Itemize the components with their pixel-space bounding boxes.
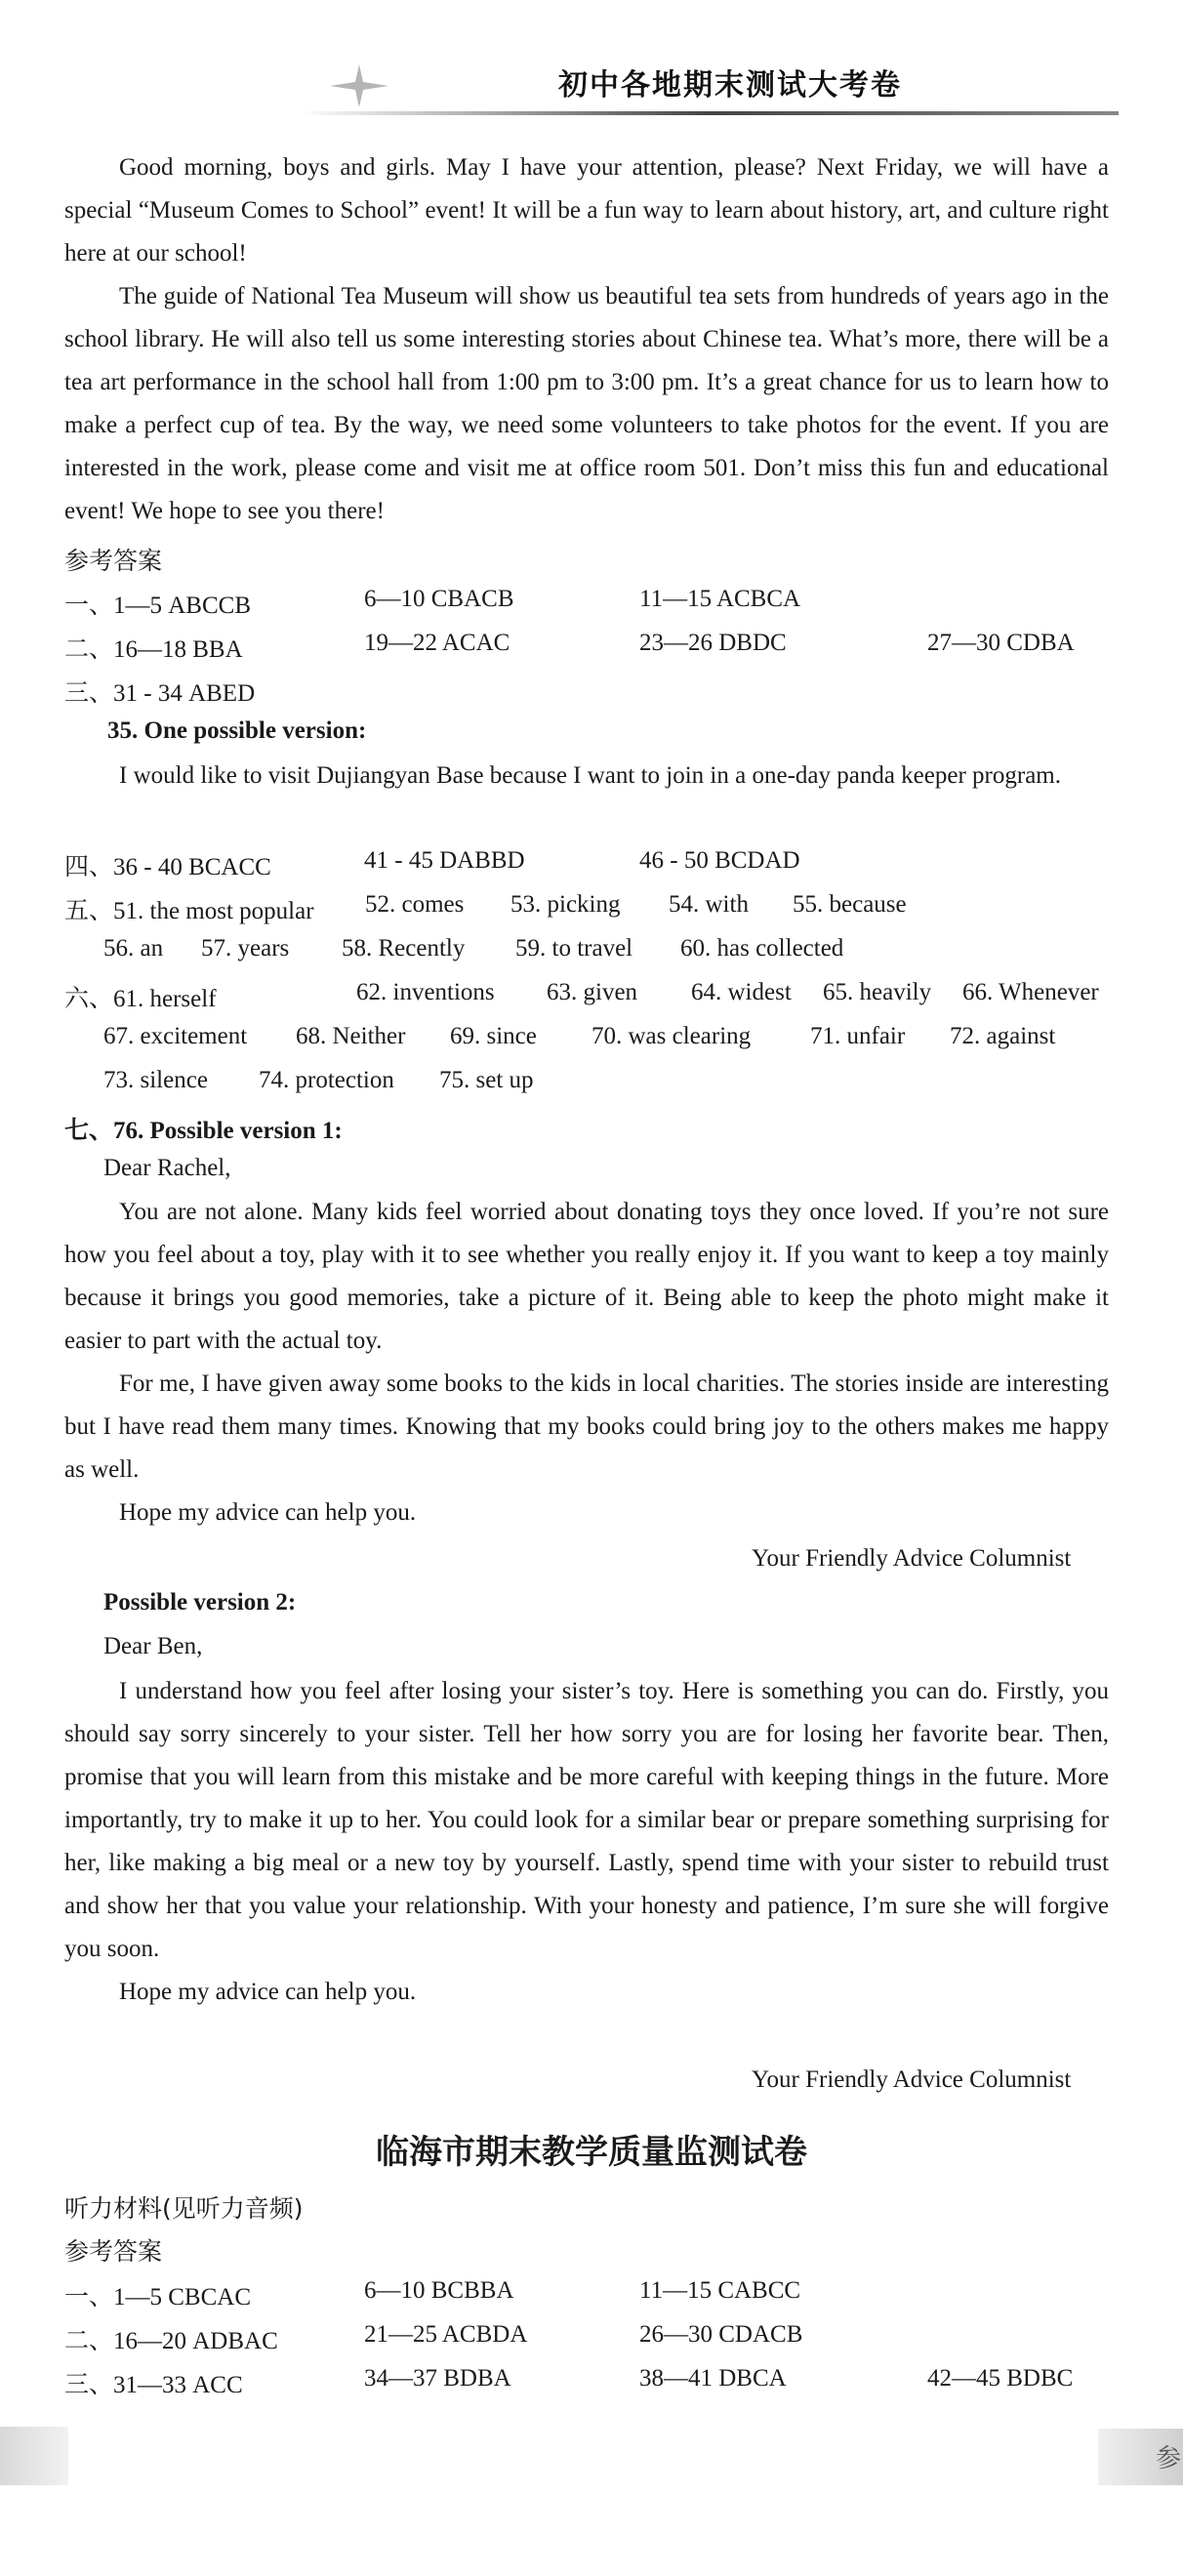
- letter-paragraph: Hope my advice can help you.: [119, 1499, 417, 1526]
- answer-group: 27—30 CDBA: [927, 630, 1075, 656]
- answer-item: 58. Recently: [342, 935, 466, 961]
- passage-paragraph: Good morning, boys and girls. May I have your attention, please? Next Friday, we will have a special “Museum Comes to School” event! It will be a fun way to learn about history, art, and culture right here at our school!: [64, 154, 1109, 266]
- answer-item: 53. picking: [510, 891, 621, 918]
- answer-group: 三、31—33 ACC: [64, 2372, 243, 2398]
- answer-item: 62. inventions: [356, 979, 495, 1005]
- answer-group: 46 - 50 BCDAD: [639, 847, 800, 874]
- answer-group: 38—41 DBCA: [639, 2365, 787, 2392]
- answer-group: 二、16—20 ADBAC: [64, 2328, 278, 2354]
- answers-label-2: 参考答案: [64, 2237, 163, 2266]
- answer-group: 一、1—5 ABCCB: [64, 593, 252, 619]
- answer-item: 75. set up: [439, 1067, 534, 1093]
- version-2-body: [64, 1670, 1109, 2014]
- q35-text: I would like to visit Dujiangyan Base because I want to join in a one-day panda keeper program.: [119, 762, 1061, 789]
- answer-item: 59. to travel: [515, 935, 633, 961]
- answer-item: 六、61. herself: [64, 986, 217, 1012]
- letter-paragraph: You are not alone. Many kids feel worried about donating toys they once loved. If you’re not sure how you feel about a toy, play with it to see whether you really enjoy it. If you want to keep a toy mainly because it brings you good memories, take a picture of it. Being able to keep the photo might make it easier to part with the actual toy.: [64, 1199, 1109, 1354]
- answers-label: 参考答案: [64, 547, 163, 575]
- section-title: 临海市期末教学质量监测试卷: [376, 2133, 807, 2172]
- answer-item: 70. was clearing: [592, 1023, 752, 1049]
- answer-group: 26—30 CDACB: [639, 2321, 803, 2348]
- page-corner-right: [1098, 2429, 1183, 2485]
- letter-paragraph: I understand how you feel after losing your sister’s toy. Here is something you can do. Firstly, you should say sorry sincerely to your sister. Tell her how sorry you are for losing her favorite bear. Then, promise that you will learn from this mistake and be more careful with keeping things in the future. More importantly, try to make it up to her. You could look for a similar bear or prepare something surprising for her, like making a big meal or a new toy by yourself. Lastly, spend time with your sister to rebuild trust and show her that you value your relationship. With your honesty and patience, I’m sure she will forgive you soon.: [64, 1678, 1109, 1962]
- answer-item: 73. silence: [103, 1067, 208, 1093]
- answer-group: 21—25 ACBDA: [364, 2321, 528, 2348]
- answer-item: 72. against: [950, 1023, 1056, 1049]
- answer-group: 11—15 CABCC: [639, 2277, 801, 2304]
- answer-item: 67. excitement: [103, 1023, 248, 1049]
- passage-paragraph: The guide of National Tea Museum will show us beautiful tea sets from hundreds of years ago in the school library. He will also tell us some interesting stories about Chinese tea. What’s more, there will be a tea art performance in the school hall from 1:00 pm to 3:00 pm. It’s a great chance for us to learn how to make a perfect cup of tea. By the way, we need some volunteers to take photos for the event. If you are interested in the work, please come and visit me at office room 501. Don’t miss this fun and educational event! We hope to see you there!: [64, 283, 1109, 524]
- answer-group: 19—22 ACAC: [364, 630, 510, 656]
- answer-item: 71. unfair: [810, 1023, 906, 1049]
- header-rule: [299, 109, 1119, 117]
- page-header: [0, 0, 1183, 127]
- answer-group: 42—45 BDBC: [927, 2365, 1074, 2392]
- answer-item: 54. with: [669, 891, 749, 918]
- answer-item: 63. given: [547, 979, 638, 1005]
- answer-row-3: 三、31 - 34 ABED: [64, 680, 256, 707]
- corner-text: 参: [1155, 2444, 1181, 2474]
- listening-passage: [64, 146, 1109, 533]
- star-ornament-icon: [330, 64, 388, 107]
- answer-item: 74. protection: [259, 1067, 394, 1093]
- answer-group: 41 - 45 DABBD: [364, 847, 525, 874]
- answer-group: 11—15 ACBCA: [639, 586, 801, 612]
- version-1-label: 七、76. Possible version 1:: [64, 1118, 343, 1144]
- version-1-greeting: Dear Rachel,: [103, 1155, 231, 1181]
- answer-group: 二、16—18 BBA: [64, 636, 243, 663]
- version-1-signature: Your Friendly Advice Columnist: [752, 1545, 1072, 1572]
- version-2-signature: Your Friendly Advice Columnist: [752, 2066, 1072, 2093]
- page-corner-left: [0, 2427, 68, 2485]
- letter-paragraph: Hope my advice can help you.: [119, 1979, 417, 2005]
- answer-item: 55. because: [793, 891, 907, 918]
- header-title: 初中各地期末测试大考卷: [558, 68, 902, 102]
- letter-paragraph: For me, I have given away some books to the kids in local charities. The stories inside are interesting but I have read them many times. Knowing that my books could bring joy to the others makes me happy as well.: [64, 1370, 1109, 1483]
- answer-item: 65. heavily: [823, 979, 932, 1005]
- answer-group: 34—37 BDBA: [364, 2365, 511, 2392]
- answer-item: 60. has collected: [680, 935, 844, 961]
- answer-item: 64. widest: [691, 979, 792, 1005]
- q35-label: 35. One possible version:: [107, 717, 367, 744]
- answer-item: 57. years: [201, 935, 290, 961]
- version-1-body: [64, 1191, 1109, 1534]
- listening-note: 听力材料(见听力音频): [64, 2194, 304, 2223]
- answer-group: 一、1—5 CBCAC: [64, 2284, 252, 2310]
- answer-group: 6—10 CBACB: [364, 586, 514, 612]
- answer-group: 四、36 - 40 BCACC: [64, 854, 271, 880]
- answer-item: 69. since: [450, 1023, 537, 1049]
- answer-group: 23—26 DBDC: [639, 630, 787, 656]
- answer-item: 56. an: [103, 935, 164, 961]
- answer-item: 68. Neither: [296, 1023, 406, 1049]
- answer-group: 6—10 BCBBA: [364, 2277, 514, 2304]
- version-2-label: Possible version 2:: [103, 1589, 297, 1615]
- q35-answer: [64, 755, 1109, 797]
- answer-item: 52. comes: [365, 891, 465, 918]
- answer-item: 66. Whenever: [962, 979, 1099, 1005]
- version-2-greeting: Dear Ben,: [103, 1633, 203, 1659]
- answer-item: 五、51. the most popular: [64, 898, 314, 924]
